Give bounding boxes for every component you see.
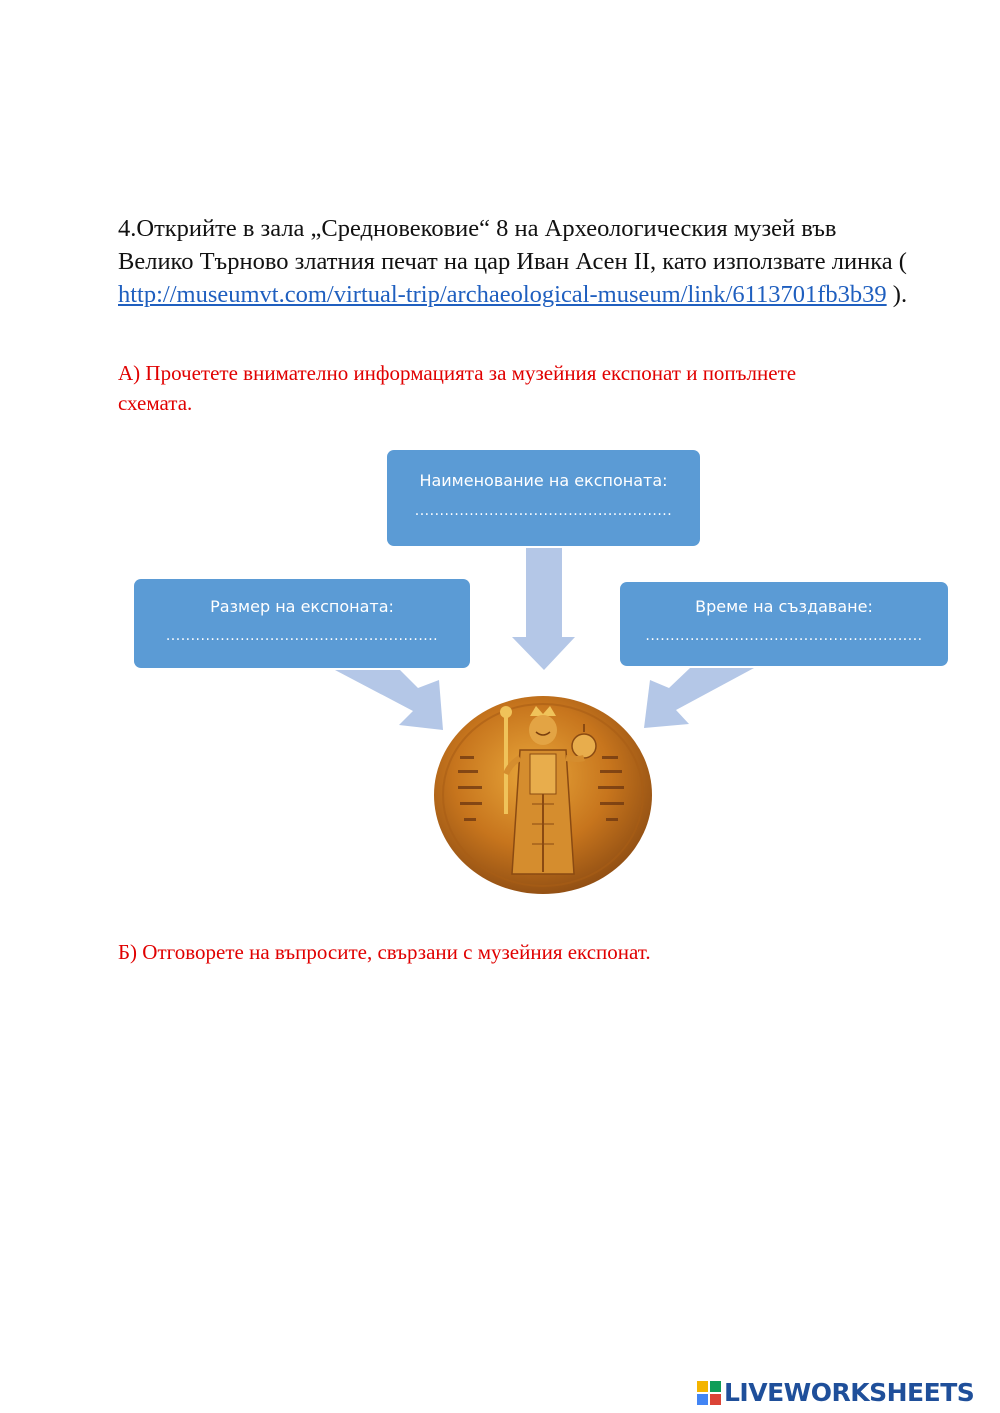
exhibit-size-answer-field[interactable]: ....................................................... bbox=[165, 628, 439, 644]
liveworksheets-logo-text: LIVEWORKSHEETS bbox=[724, 1378, 975, 1407]
arrow-down bbox=[512, 548, 575, 670]
creation-time-answer-field[interactable]: ........................................................ bbox=[645, 628, 923, 644]
instruction-a: А) Прочетете внимателно информацията за музейния експонат и попълнете схемата. bbox=[118, 361, 797, 415]
exhibit-name-box bbox=[387, 450, 700, 546]
creation-time-box bbox=[620, 582, 948, 666]
creation-time-label: Време на създаване: bbox=[695, 597, 873, 616]
task-text-outro: ). bbox=[886, 281, 908, 308]
gold-seal-coin-image bbox=[432, 694, 654, 896]
instruction-b: Б) Отговорете на въпросите, свързани с музейния експонат. bbox=[118, 940, 651, 964]
liveworksheets-logo bbox=[697, 1378, 974, 1408]
task-text bbox=[118, 212, 918, 311]
exhibit-name-label: Наименование на експоната: bbox=[419, 471, 668, 490]
arrow-diagonal-left bbox=[335, 670, 443, 730]
liveworksheets-badge-icon bbox=[697, 1381, 721, 1405]
museum-link[interactable]: http://museumvt.com/virtual-trip/archaeological-museum/link/6113701fb3b39 bbox=[118, 281, 887, 308]
exhibit-name-answer-field[interactable]: .................................................... bbox=[414, 503, 673, 519]
task-text-intro: 4.Открийте в зала „Средновековие“ 8 на Археологическия музей във Велико Търново златния печат на цар Иван Асен II, като използвате линка ( bbox=[118, 215, 907, 275]
exhibit-size-box bbox=[134, 579, 470, 668]
arrow-diagonal-right bbox=[644, 668, 754, 728]
exhibit-size-label: Размер на експоната: bbox=[210, 597, 394, 616]
